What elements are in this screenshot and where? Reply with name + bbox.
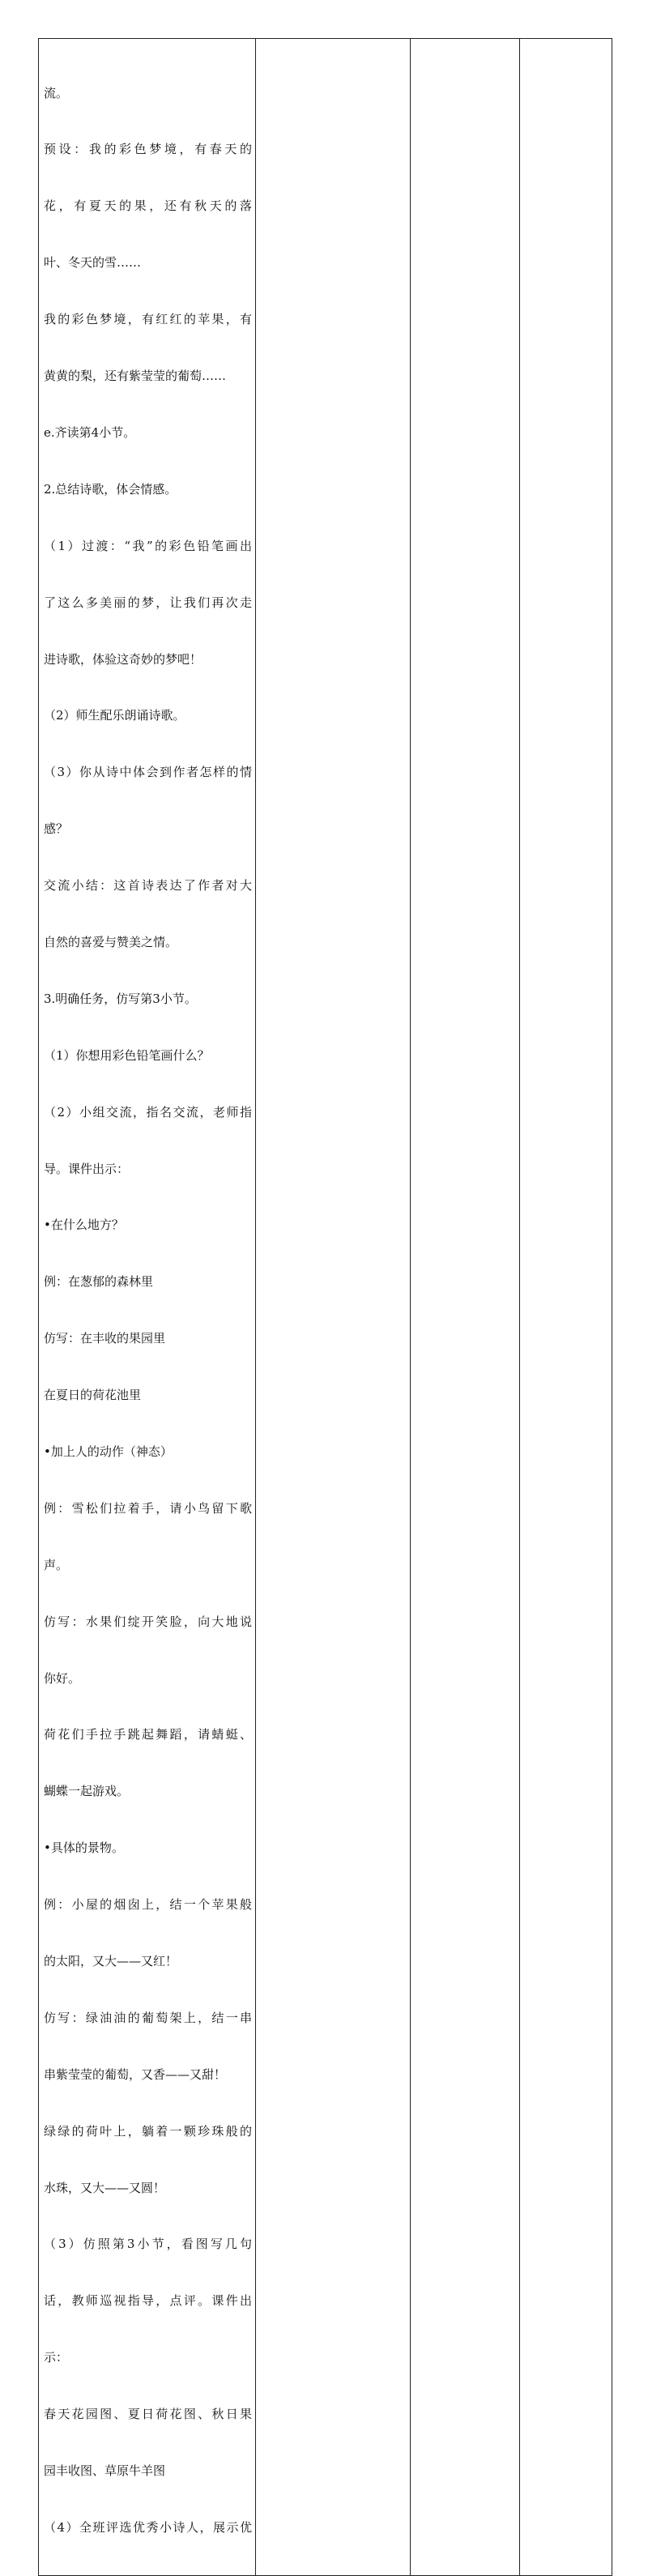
text-line: （1）你想用彩色铅笔画什么？	[44, 1047, 210, 1063]
text-line: 你好。	[44, 1670, 81, 1686]
text-line: 自然的喜爱与赞美之情。	[44, 934, 178, 949]
teaching-process-cell	[39, 39, 256, 2576]
empty-cell	[411, 39, 520, 2576]
text-line: 仿写：在丰收的果园里	[44, 1331, 166, 1346]
text-line: 3.明确任务，仿写第3小节。	[44, 991, 197, 1006]
text-line: •具体的景物。	[44, 1840, 124, 1856]
text-line: 黄黄的梨，还有紫莹莹的葡萄……	[44, 369, 227, 384]
text-line: 叶、冬天的雪……	[44, 255, 142, 271]
text-line: e.齐读第4小节。	[44, 424, 136, 440]
text-line: 蝴蝶一起游戏。	[44, 1784, 130, 1799]
text-line: 交流小结：这首诗表达了作者对大	[44, 878, 252, 893]
text-line: 仿写：水果们绽开笑脸，向大地说	[44, 1614, 252, 1629]
text-line: 声。	[44, 1557, 69, 1572]
text-line: 花，有夏天的果，还有秋天的落	[44, 198, 252, 214]
text-line: 园丰收图、草原牛羊图	[44, 2463, 166, 2478]
teaching-process-text	[39, 39, 255, 2575]
text-line: （2）师生配乐朗诵诗歌。	[44, 708, 185, 723]
text-line: （3）你从诗中体会到作者怎样的情	[44, 765, 252, 780]
text-line: 荷花们手拉手跳起舞蹈，请蜻蜓、	[44, 1727, 252, 1742]
text-line: （4）全班评选优秀小诗人，展示优	[44, 2519, 252, 2535]
text-line: 的太阳，又大——又红！	[44, 1953, 178, 1968]
text-line: 例：在葱郁的森林里	[44, 1274, 154, 1290]
text-line: •在什么地方？	[44, 1218, 124, 1233]
text-line: 感？	[44, 821, 69, 837]
text-line: 绿绿的荷叶上，躺着一颗珍珠般的	[44, 2123, 252, 2139]
text-line: 在夏日的荷花池里	[44, 1388, 142, 1403]
text-line: （1）过渡：“我”的彩色铅笔画出	[44, 538, 252, 553]
text-line: 水珠，又大——又圆！	[44, 2180, 166, 2195]
table-row	[39, 39, 612, 2576]
text-line: 话，教师巡视指导，点评。课件出	[44, 2293, 252, 2309]
text-line: 我的彩色梦境，有红红的苹果，有	[44, 312, 252, 327]
text-line: 例：小屋的烟囱上，结一个苹果般	[44, 1897, 252, 1913]
text-line: 导。课件出示：	[44, 1161, 130, 1176]
text-line: 仿写：绿油油的葡萄架上，结一串	[44, 2010, 252, 2025]
text-line: 预设：我的彩色梦境，有春天的	[44, 142, 252, 157]
text-line: （3）仿照第3小节，看图写几句	[44, 2237, 252, 2252]
text-line: 春天花园图、夏日荷花图、秋日果	[44, 2407, 252, 2422]
empty-cell	[520, 39, 612, 2576]
text-line: 进诗歌，体验这奇妙的梦吧！	[44, 651, 202, 667]
text-line: 流。	[44, 85, 69, 100]
text-line: 示：	[44, 2350, 69, 2365]
text-line: （2）小组交流，指名交流，老师指	[44, 1104, 252, 1120]
text-line: •加上人的动作（神态）	[44, 1444, 173, 1459]
text-line: 串紫莹莹的葡萄，又香——又甜！	[44, 2066, 227, 2082]
lesson-plan-table	[38, 38, 612, 2576]
text-line: 2.总结诗歌，体会情感。	[44, 481, 177, 497]
text-line: 例：雪松们拉着手，请小鸟留下歌	[44, 1500, 252, 1516]
text-line: 了这么多美丽的梦，让我们再次走	[44, 595, 252, 610]
empty-cell	[256, 39, 411, 2576]
